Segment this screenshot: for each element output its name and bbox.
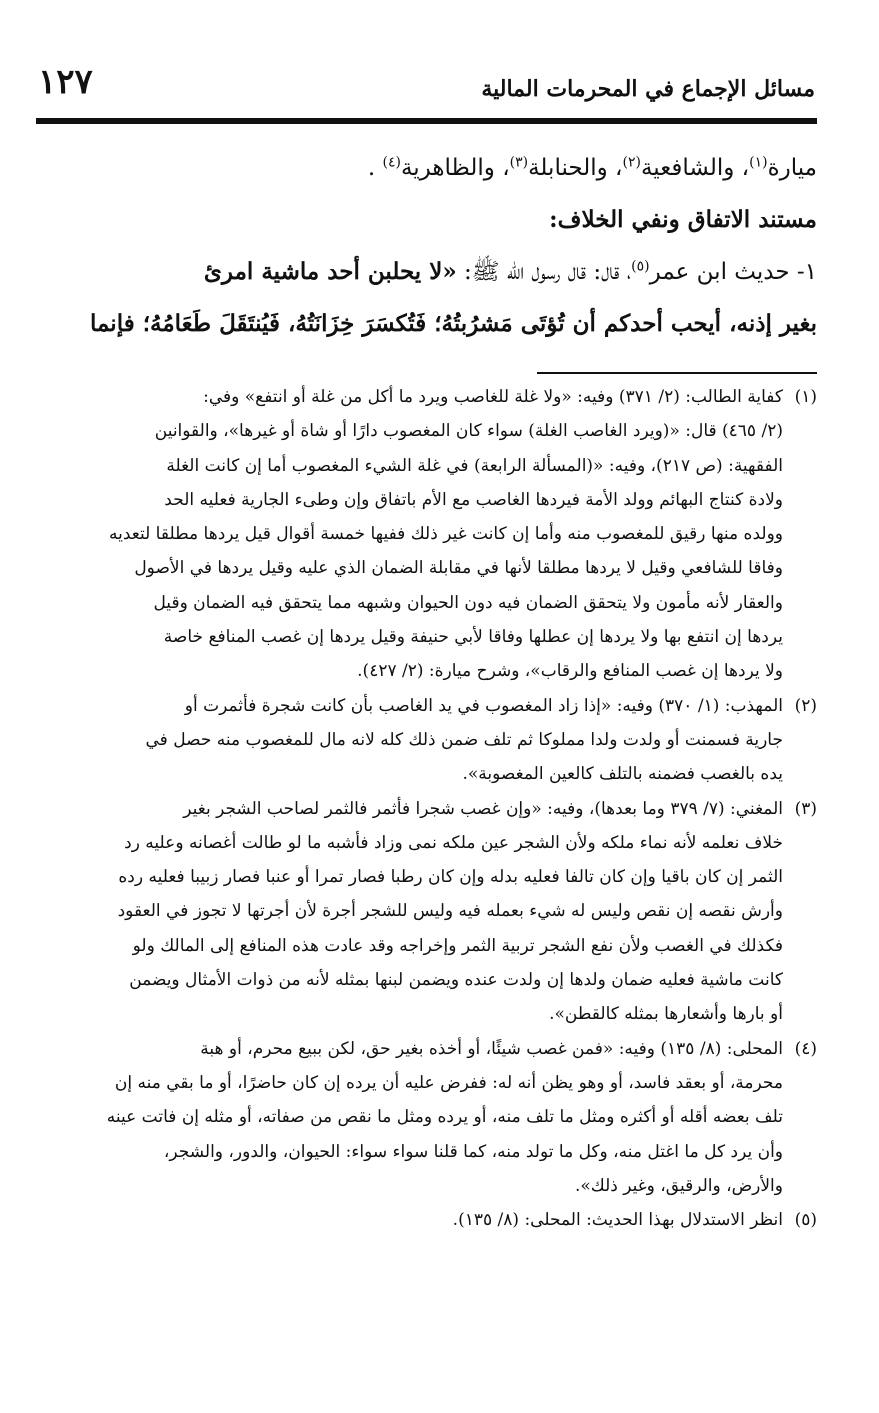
footnote-number: (٥): [794, 1210, 817, 1231]
header-rule: [36, 118, 817, 124]
footnote-line: الفقهية: (ص ٢١٧)، وفيه: «(المسألة الرابعة) في غلة الشيء المغصوب أما إن كانت الغلة: [166, 455, 783, 476]
footnote-2: [40, 689, 817, 792]
footnote-ref-2: (٢): [622, 154, 641, 171]
footnote-5: [40, 1203, 817, 1237]
footnote-ref-1: (١): [749, 154, 768, 171]
hadith-intro: ١- حديث ابن عمر: [649, 259, 817, 285]
footnote-separator: [537, 372, 817, 374]
main-line-4: بغير إذنه، أيحب أحدكم أن تُؤتَى مَشرُبتُهُ؛ فَتُكسَرَ خِزَانَتُهُ، فَيُنتَقَلَ طَعَامُهُ؛ فإنما: [90, 310, 817, 337]
main-line-1: [40, 142, 817, 194]
footnote-line: فكذلك في الغصب ولأن نفع الشجر تربية الثمر وإخراجه وقد عادت هذه المنافع إلى المالك ولو: [132, 935, 783, 956]
text-zahiriyyah: ، والظاهرية: [400, 155, 510, 181]
footnote-line: وأرش نقصه إن نقص وليس له شيء بعمله فيه وليس للشجر أجرة لأن أجرتها لا تجوز في العقود: [117, 901, 783, 922]
page-number: ١٢٧: [38, 62, 93, 102]
footnote-1: [40, 380, 817, 689]
footnote-line: كفاية الطالب: (٢/ ٣٧١) وفيه: «ولا غلة للغاصب ويرد ما أكل من غلة أو انتفع» وفي:: [203, 387, 783, 407]
footnote-line: (٢/ ٤٦٥) قال: «(ويرد الغاصب الغلة) سواء كان المغصوب دارًا أو شاة أو غيرها»، والقوانين: [154, 421, 783, 442]
footnote-line: المغني: (٧/ ٣٧٩ وما بعدها)، وفيه: «وإن غصب شجرا فأثمر فالثمر لصاحب الشجر بغير: [183, 798, 783, 819]
footnote-line: ولا يردها إن غصب المنافع والرقاب»، وشرح ميارة: (٢/ ٤٢٧).: [357, 661, 783, 682]
footnote-ref-4: (٤): [382, 154, 401, 171]
footnote-line: وولده منها رقيق للمغصوب منه وأما إن كانت غير ذلك ففيها خمسة أقوال قيل يردها مطلقا لتعديه: [109, 524, 783, 545]
text-hanabilah: ، والحنابلة: [528, 155, 623, 181]
text-shafiiyyah: ، والشافعية: [640, 155, 750, 181]
main-text: [40, 142, 817, 350]
footnote-line: كانت ماشية فعليه ضمان ولدها إن ولدت عنده ويضمن لبنها بمثله لأنه من ذوات الأمثال ويضمن: [129, 970, 783, 991]
footnote-line: يردها إن انتفع بها ولا يردها إن عطلها وفاقا لأبي حنيفة وقيل يردها إن غصب المنافع خاصة: [163, 627, 783, 648]
footnote-ref-5: (٥): [631, 258, 650, 275]
footnote-line: المحلى: (٨/ ١٣٥) وفيه: «فمن غصب شيئًا، أو أخذه بغير حق، لكن ببيع محرم، أو هبة: [200, 1038, 783, 1059]
main-line-3: [40, 246, 817, 298]
footnote-line: جارية فسمنت أو ولدت ولدا مملوكا ثم تلف ضمن ذلك كله لانه مال للمغصوب منه حصل في: [145, 729, 783, 750]
text-period: .: [367, 155, 383, 181]
footnote-line: والأرض، والرقيق، وغير ذلك».: [575, 1175, 783, 1196]
footnote-ref-3: (٣): [509, 154, 529, 171]
footnote-4: [40, 1032, 817, 1203]
footnotes: [40, 380, 817, 1237]
footnote-line: الثمر إن كان باقيا وإن كان تالفا فعليه بدله وإن كان رطبا فصار تمرا أو عنبا فصار زبيبا فعليه رده: [118, 867, 783, 888]
footnote-line: والعقار لأنه مأمون ولا يتحقق الضمان فيه دون الحيوان وشبهه مما يتحقق فيه الضمان وقيل: [153, 592, 783, 613]
footnote-number: (١): [794, 387, 817, 407]
footnote-line: انظر الاستدلال بهذا الحديث: المحلى: (٨/ ١٣٥).: [452, 1210, 783, 1231]
footnote-line: وأن يرد كل ما اغتل منه، وكل ما تولد منه، كما قلنا سواء سواء: الحيوان، والدور، والشجر،: [163, 1141, 783, 1162]
footnote-number: (٢): [794, 695, 817, 716]
hadith-quote-start: «لا يحلبن أحد ماشية امرئ: [203, 258, 457, 285]
footnote-line: وفاقا للشافعي وقيل لا يردها مطلقا لأنها في مقابلة الضمان الذي عليه وقيل يردها في الأصول: [134, 558, 783, 579]
page-header: [34, 58, 815, 120]
footnote-line: ولادة كنتاج البهائم وولد الأمة فيردها الغاصب مع الأم باتفاق وإن وطىء الجارية فعليه الحد: [164, 489, 783, 510]
footnote-line: المهذب: (١/ ٣٧٠) وفيه: «إذا زاد المغصوب في يد الغاصب بأن كانت شجرة فأثمرت أو: [184, 695, 783, 716]
text-mayyarah: ميارة: [767, 155, 817, 181]
footnote-number: (٣): [794, 798, 817, 819]
running-title: مسائل الإجماع في المحرمات المالية: [481, 76, 815, 102]
footnote-line: يده بالغصب فضمنه بالتلف كالعين المغصوبة».: [462, 764, 783, 785]
section-heading: مستند الاتفاق ونفي الخلاف:: [549, 206, 817, 233]
footnote-line: أو بارها وأشعارها بمثله كالقطن».: [549, 1004, 783, 1025]
hadith-attribution: ، قال: قال رسول الله ﷺ:: [456, 259, 632, 285]
footnote-line: محرمة، أو بعقد فاسد، أو وهو يظن أنه له: ففرض عليه أن يرده إن كان حاضرًا، أو ما بقي منه إن: [114, 1072, 783, 1093]
footnote-line: خلاف نعلمه لأنه نماء ملكه ولأن الشجر عين ملكه نمى وزاد فأشبه ما لو طالت أغصانه وعليه رد: [124, 832, 783, 853]
footnote-3: [40, 792, 817, 1032]
footnote-line: تلف بعضه أقله أو أكثره ومثل ما تلف منه، أو يرده ومثل ما نقص من صفاته، أو مثله إن فاتت عينه: [106, 1107, 783, 1128]
footnote-number: (٤): [794, 1038, 817, 1059]
